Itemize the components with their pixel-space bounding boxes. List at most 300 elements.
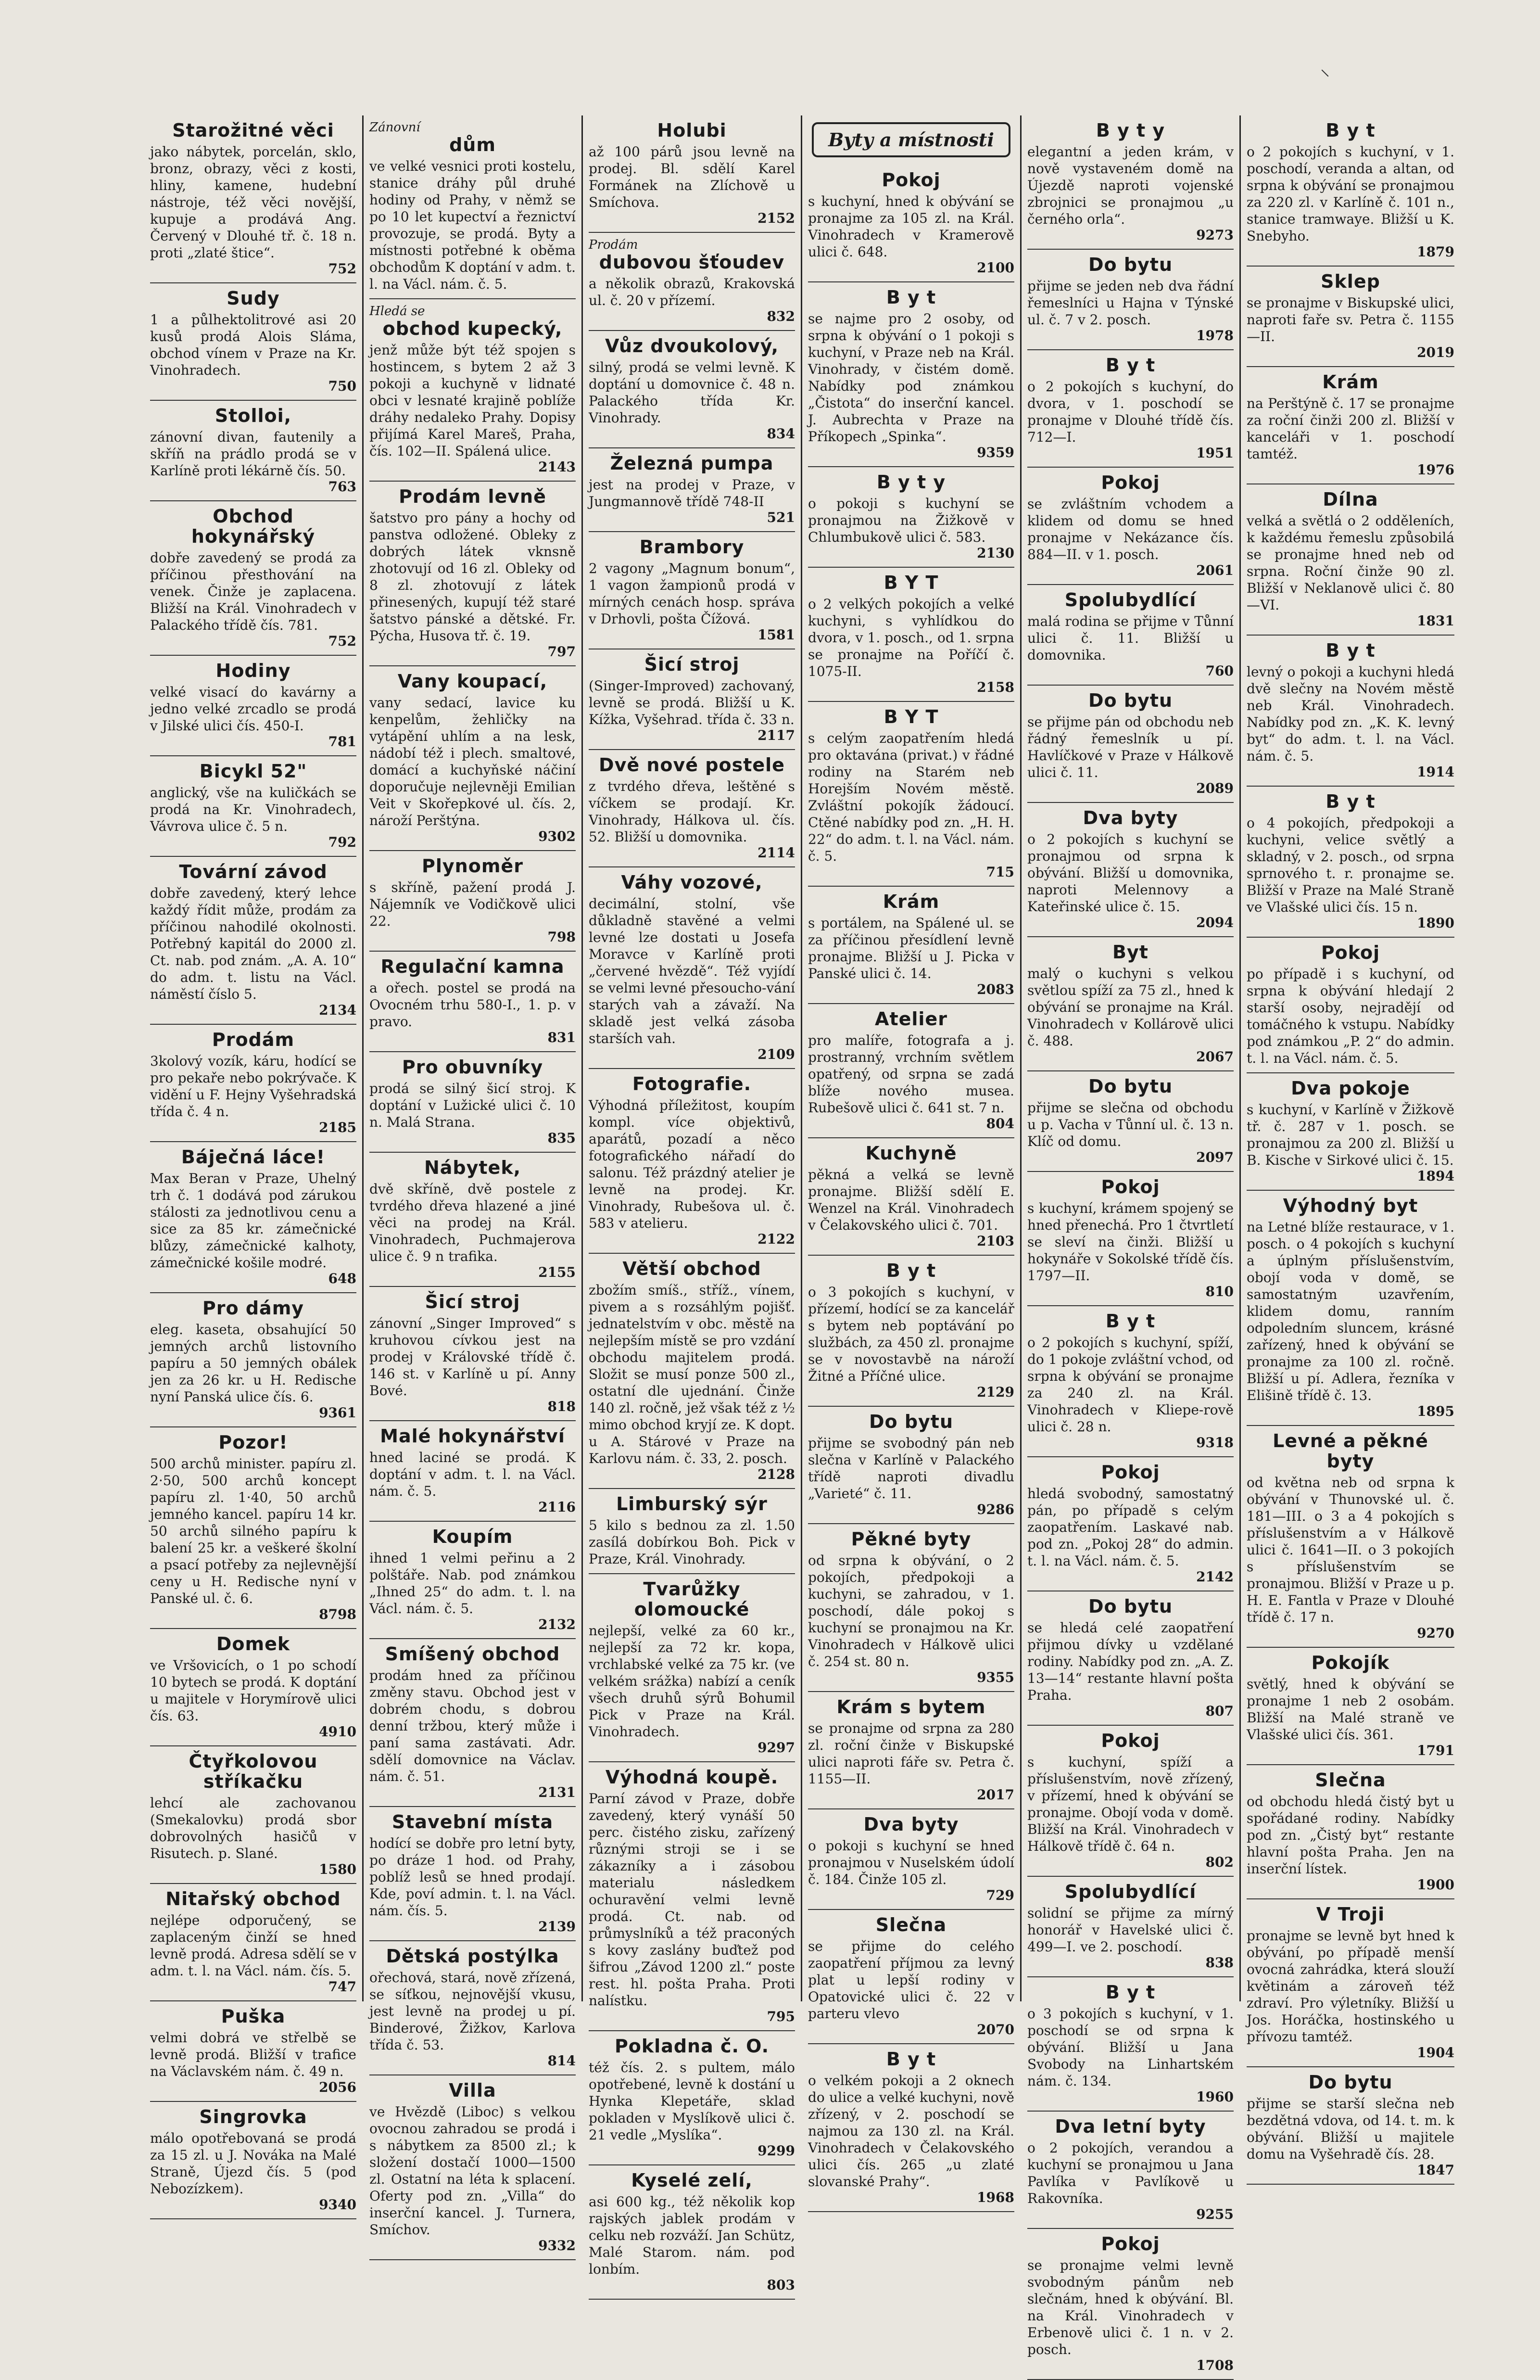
ad-number: 9273 [1196,227,1234,243]
classified-ad [369,482,576,666]
ad-body: se zvláštním vchodem a klidem od domu se hned pronajme v Nekázance čís. 884—II. v 1. posch. [1027,496,1234,562]
ad-number: 752 [328,261,356,277]
ad-number: 9340 [319,2197,356,2213]
classified-ad [369,299,576,482]
ad-body: malý o kuchyni s velkou světlou spíží za 75 zl., hned k obývání se pronajme na Král. Vinohradech v Kollárově ulici č. 488. [1027,966,1234,1049]
classified-ad [589,867,795,1069]
ad-body: lehcí ale zachovanou (Smekalovku) prodá sbor dobrovolných hasičů v Risutech. p. Slané. [150,1795,356,1861]
ad-body: nejlepší, velké za 60 kr., nejlepší za 72 kr. kopa, vrchlabské velké za 75 kr. (ve velkém srážka) nabízí a ceník všech druhů sýrů Bohumil Pick v Praze na Král. Vinohradech. [589,1623,795,1740]
classified-ad [1027,1977,1234,2112]
ad-title: Regulační kamna [380,956,565,977]
classified-ad [1247,1765,1454,1899]
ad-title: Pokoj [1321,942,1380,963]
classified-ad [150,2001,356,2102]
ad-title: Váhy vozové, [621,872,763,893]
ad-body: hledá svobodný, samostatný pán, po případě s celým zaopatřením. Laskavé nab. pod zn. „Pokoj 28“ do admin. t. l. na Václ. nám. č. 5. [1027,1486,1234,1569]
ad-number: 1895 [1417,1403,1454,1419]
ad-number: 2103 [977,1233,1014,1249]
ad-number: 2155 [538,1264,576,1280]
classified-ad [150,1884,356,2001]
ad-body: s kuchyní, krámem spojený se hned přenechá. Pro 1 čtvrtletí se sleví na činži. Bližší u hokynáře v Sokolské třídě čís. 1797—II. [1027,1200,1234,1284]
ad-number: 804 [986,1116,1014,1132]
classified-ad [808,1138,1014,1256]
ad-body: solidní se přijme za mírný honorář v Havelské ulici č. 499—I. ve 2. poschodí. [1027,1905,1234,1955]
classified-ad [1027,585,1234,686]
ad-body: nejlépe odporučený, se zaplaceným činží se hned levně prodá. Adresa sdělí se v adm. t. l. na Václ. nám. čís. 5. [150,1912,356,1979]
ad-title: Čtyřkolovou stříkačku [189,1751,318,1792]
ad-number: 752 [328,633,356,649]
classified-ad [369,851,576,952]
ad-body: s portálem, na Spálené ul. se za příčinou přesídlení levně pronajme. Bližší u J. Picka v Panské ulici č. 14. [808,915,1014,981]
ad-title: Pokojík [1311,1652,1390,1673]
classified-ad [369,1522,576,1639]
classified-ad [369,952,576,1052]
ad-body: ve Hvězdě (Liboc) s velkou ovocnou zahradou se prodá i s nábytkem za 8500 zl.; k složení dostačí 1000—1500 zl. Ostatní na léta k splacení. Oferty pod zn. „Villa“ do inserční kancel. J. Turnera, Smíchov. [369,2104,576,2238]
classified-ad [1027,1457,1234,1591]
classified-ad [589,1489,795,1574]
newspaper-page [144,115,1462,2373]
ad-number: 2019 [1417,344,1454,360]
classified-ad [1027,2229,1234,2380]
ad-number: 2129 [977,1384,1014,1400]
classified-ad [150,2102,356,2219]
ad-number: 648 [328,1271,356,1286]
ad-body: ve velké vesnici proti kostelu, stanice dráhy půl druhé hodiny od Prahy, v němž se po 10 let kupectví a řeznictví provozuje, se prodá. Byty a místnosti potřebné k oběma obchodům K doptání v adm. t. l. na Václ. nám. č. 5. [369,158,576,292]
ad-title: Dvě nové postele [599,754,785,776]
classified-ad [808,165,1014,282]
ad-title: Pokoj [882,169,941,191]
column-6 [1241,115,1460,2178]
ad-body: a několik obrazů, Krakovská ul. č. 20 v přízemí. [589,276,795,308]
section-heading: Byty a místnosti [812,122,1010,157]
ad-body: zbožím smíš., stříž., vínem, pivem a s rozsáhlým pojišť. jednatelstvím v obc. městě na nejlepším místě se pro vzdání obchodu majitelem prodá. Složit se musí ponze 500 zl., ostatní dle ujednání. Činže 140 zl. ročně, jež však též z ½ mimo obchod kryjí ze. K dopt. u A. Stárové v Praze na Karlovu nám. č. 33, 2. posch. [589,1282,795,1466]
classified-ad [1027,937,1234,1071]
ad-number: 2132 [538,1616,576,1632]
ad-number: 838 [1205,1955,1234,1971]
ad-body: 500 archů minister. papíru zl. 2·50, 500 archů koncept papíru zl. 1·40, 50 archů jemného kancel. papíru 14 kr. 50 archů silného papíru k balení 25 kr. a veškeré školní a psací potřeby za nejlevnější ceny u H. Redische nyní v Panské ul. č. 6. [150,1456,356,1606]
ad-number: 521 [767,509,795,525]
ad-body: jenž může být též spojen s hostincem, s bytem 2 až 3 pokoji a kuchyně v lidnaté obci v lesnaté krajině poblíže dráhy nedaleko Prahy. Dopisy přijímá Karel Mareš, Praha, čís. 102—II. Spálená ulice. [369,342,576,459]
classified-ad [808,702,1014,887]
ad-number: 835 [547,1130,576,1146]
classified-ad [1027,1071,1234,1172]
ad-title: Vůz dvoukolový, [605,335,779,356]
ad-number: 834 [767,426,795,442]
ad-number: 1890 [1417,915,1454,931]
ad-title: Dva byty [1083,807,1178,828]
classified-ad [589,115,795,233]
classified-ad [1027,1591,1234,1726]
ad-body: od srpna k obývání, o 2 pokojích, předpokoji a kuchyni, se zahradou, v 1. poschodí, dále pokoj s kuchyní se pronajmou na Kr. Vinohradech v Hálkově ulici č. 254 st. 80 n. [808,1553,1014,1669]
classified-ad [1247,1191,1454,1426]
ad-number: 2116 [538,1499,576,1515]
ad-body: dobře zavedený, který lehce každý řídit může, prodám za příčinou nahodilé okolnosti. Potřebný kapitál do 2000 zl. Ct. nab. pod znám. „A. A. 10“ do adm. t. listu na Václ. náměstí číslo 5. [150,885,356,1002]
ad-title: Do bytu [869,1411,954,1432]
ad-body: levný o pokoji a kuchyni hledá dvě slečny na Novém městě neb Král. Vinohradech. Nabídky pod zn. „K. K. levný byt“ do adm. t. l. na Václ. nám. č. 5. [1247,664,1454,764]
ad-title: Krám [1322,371,1379,393]
classified-ad [808,1256,1014,1407]
classified-ad [808,1407,1014,1524]
ad-title: Brambory [639,536,745,558]
ad-title: Holubi [657,120,727,141]
ad-title: dubovou šťoudev [599,252,785,273]
classified-ad [1247,1899,1454,2067]
ad-number: 2122 [757,1231,795,1247]
ad-title: Puška [221,2006,286,2027]
ad-number: 2139 [538,1919,576,1935]
ad-title: Do bytu [1088,254,1173,275]
ad-body: o 2 pokojích s kuchyní, spíží, do 1 pokoje zvláštní vchod, od srpna k obývání se pronajme za 240 zl. na Král. Vinohradech v Kliepe-rově ulici č. 28 n. [1027,1335,1234,1435]
classified-ad [150,857,356,1025]
ad-body: hned laciné se prodá. K doptání v adm. t. l. na Václ. nám. č. 5. [369,1450,576,1499]
ad-number: 715 [986,864,1014,880]
ad-title: B y t y [1096,120,1165,141]
classified-ad [369,1807,576,1941]
ad-number: 9332 [538,2238,576,2253]
ad-number: 747 [328,1979,356,1995]
classified-ad [1247,787,1454,938]
classified-ad [150,1629,356,1746]
ad-body: 3kolový vozík, káru, hodící se pro pekaře nebo pokrývače. K vidění u F. Hejny Vyšehradská třída č. 4 n. [150,1053,356,1120]
ad-body: silný, prodá se velmi levně. K doptání u domovnice č. 48 n. Palackého třída Kr. Vinohrady. [589,359,795,426]
ad-title: Krám s bytem [836,1696,986,1718]
ad-number: 9302 [538,828,576,844]
ad-body: pro malíře, fotografa a j. prostranný, vrchním světlem opatřený, od srpna se zadá blíže nového musea. Rubešově ulici č. 641 st. 7 n. [808,1032,1014,1116]
ad-body: přijme se jeden neb dva řádní řemeslníci u Hajna v Týnské ul. č. 7 v 2. posch. [1027,278,1234,328]
ad-number: 2089 [1196,780,1234,796]
ad-title: Hodiny [215,660,291,681]
ad-title: Dětská postýlka [386,1946,559,1967]
ad-body: s skříně, pažení prodá J. Nájemník ve Vodičkově ulici 22. [369,879,576,929]
classified-ad [1247,636,1454,787]
column-5 [1022,115,1241,2373]
ad-number: 2070 [977,2022,1014,2037]
ad-number: 1900 [1417,1877,1454,1893]
ad-title: Slečna [875,1914,947,1935]
ad-title: Domek [216,1633,290,1655]
classified-ad [808,2044,1014,2212]
ad-body: též čís. 2. s pultem, málo opotřebené, levně k dostání u Hynka Klepetáře, sklad pokladen v Myslíkově ulici č. 21 vedle „Myslíka“. [589,2060,795,2143]
ad-body: o 3 pokojích s kuchyní, v přízemí, hodící se za kancelář s bytem neb poptávání po službách, za 450 zl. pronajme se v novostavbě na nároží Žitné a Příčné ulice. [808,1284,1014,1384]
ad-body: se přijme do celého zaopatření příjmou za levný plat u lepší rodiny v Opatovické ulici č. 22 v parteru vlevo [808,1938,1014,2022]
ad-title: Atelier [875,1008,947,1030]
ad-number: 832 [767,308,795,324]
classified-ad [1027,1172,1234,1306]
ad-pretitle: Hledá se [369,304,425,318]
ad-title: Prodám [212,1029,295,1050]
ad-title: B y t [1105,1311,1156,1332]
ad-number: 2130 [977,545,1014,561]
ad-title: Limburský sýr [616,1493,768,1515]
ad-title: Nitařský obchod [165,1888,341,1909]
ad-body: od května neb od srpna k obývání v Thunovské ul. č. 181—III. o 3 a 4 pokojích s příslušenstvím a v Hálkově ulici č. 1641—II. o 3 pokojích s příslušenstvím se pronajmou. Bližší v Praze u p. H. E. Fantla v Praze v Dlouhé třídě č. 17 n. [1247,1475,1454,1625]
ad-body: Max Beran v Praze, Uhelný trh č. 1 dodává pod zárukou stálosti za jednotlivou cenu a sice za 85 kr. zámečnické blůzy, zámečnické kalhoty, zámečnické košile modré. [150,1171,356,1271]
classified-ad [589,448,795,532]
ad-body: s celým zaopatřením hledá pro oktavána (privat.) v řádné rodiny na Starém neb Horejším Novém městě. Zvláštní pokojík žádoucí. Ctěné nabídky pod zn. „H. H. 22“ do adm. t. l. na Václ. nám. č. 5. [808,730,1014,864]
ad-number: 9318 [1196,1435,1234,1451]
classified-ad [1247,938,1454,1073]
ad-number: 831 [547,1030,576,1045]
ad-body: se pronajme v Biskupské ulici, naproti faře sv. Petra č. 1155—II. [1247,295,1454,344]
ad-number: 1581 [757,627,795,643]
ad-title: Stolloi, [215,405,292,426]
ad-title: Pěkné byty [851,1528,972,1550]
ad-title: Pro obuvníky [402,1056,543,1078]
ad-title: dům [449,134,496,155]
ad-body: se pronajme velmi levně svobodným pánům neb slečnám, hned k obývání. Bl. na Král. Vinohradech v Erbenově ulici č. 1 n. v 2. posch. [1027,2257,1234,2357]
classified-ad [150,115,356,283]
ad-body: přijme se slečna od obchodu u p. Vacha v Tůnní ul. č. 13 n. Klíč od domu. [1027,1100,1234,1149]
ad-body: prodám hned za příčinou změny stavu. Obchod jest v dobrém chodu, s dobrou denní tržbou, který může i paní sama zastávati. Adr. sdělí domovnice na Václav. nám. č. 51. [369,1667,576,1784]
ad-number: 2017 [977,1787,1014,1803]
ad-number: 729 [986,1887,1014,1903]
column-3 [583,115,802,2293]
classified-ad [369,1287,576,1421]
ad-body: o pokoji s kuchyní se pronajmou na Žižkově v Chlumbukově ulici č. 583. [808,496,1014,545]
ad-number: 2061 [1196,562,1234,578]
classified-ad [150,756,356,857]
ad-body: o 2 pokojích, verandou a kuchyní se pronajmou u Jana Pavlíka v Pavlíkově u Rakovníka. [1027,2140,1234,2206]
ad-title: Koupím [432,1526,513,1547]
column-2 [364,115,583,2253]
ad-body: přijme se starší slečna neb bezdětná vdova, od 14. t. m. k obývání. Bližší u majitele domu na Vyšehradě čís. 28. [1247,2096,1454,2162]
classified-ad [808,282,1014,467]
ad-number: 1960 [1196,2089,1234,2105]
ad-title: B y t [886,1260,936,1281]
column-4 [802,115,1022,2205]
classified-ad [369,1153,576,1287]
ad-title: Pozor! [218,1432,288,1453]
classified-ad [1247,2067,1454,2185]
ad-title: Obchod hokynářský [191,506,316,547]
ad-number: 2056 [319,2079,356,2095]
ad-body: velké visací do kavárny a jedno velké zrcadlo se prodá v Jilské ulici čís. 450-I. [150,684,356,734]
classified-ad [589,1254,795,1489]
ad-number: 781 [328,734,356,750]
ad-number: 1831 [1417,613,1454,629]
ad-number: 8798 [319,1606,356,1622]
ad-body: dvě skříně, dvě postele z tvrdého dřeva hlazené a jiné věci na prodej na Král. Vinohradech, Puchmajerova ulice č. 9 n trafika. [369,1181,576,1264]
ad-title: Fotografie. [632,1073,752,1095]
classified-ad [589,649,795,750]
ad-number: 2094 [1196,915,1234,930]
ad-title: Nábytek, [424,1157,521,1178]
ad-title: Spolubydlící [1064,589,1197,611]
ad-title: V Troji [1316,1904,1385,1925]
classified-ad [150,1025,356,1142]
ad-title: obchod kupecký, [382,318,563,339]
ad-body: decimální, stolní, vše důkladně stavěné a velmi levné lze dostati u Josefa Moravce v Karlíně proti „červené hvězdě“. Též vyjídí se velmi levné přesoucho-vání starých vah a závaží. Na skladě jest velká zásoba starších vah. [589,896,795,1046]
ad-title: Spolubydlící [1064,1881,1197,1902]
ad-body: hodící se dobře pro letní byty, po dráze 1 hod. od Prahy, poblíž lesů se hned prodají. Kde, poví admin. t. l. na Václ. nám. čís. 5. [369,1835,576,1919]
ad-title: Do bytu [1088,1076,1173,1097]
classified-ad [369,2075,576,2260]
classified-ad [1027,115,1234,250]
ad-title: Plynoměr [422,855,523,877]
ad-number: 792 [328,834,356,850]
classified-ad [369,666,576,851]
ad-number: 9270 [1417,1625,1454,1641]
ad-body: ořechová, stará, nově zřízená, se síťkou, nejnovější vkusu, jest levně na prodej u pí. Binderové, Žižkov, Karlova třída č. 53. [369,1970,576,2053]
classified-ad [589,233,795,331]
ad-number: 807 [1205,1703,1234,1719]
ad-number: 2158 [977,679,1014,695]
ad-body: se hledá celé zaopatření přijmou dívky u vzdělané rodiny. Nabídky pod zn. „A. Z. 13—14“ restante hlavní pošta Praha. [1027,1620,1234,1703]
classified-ad [1247,115,1454,267]
classified-ad [1027,1877,1234,1977]
ad-title: Do bytu [1088,1596,1173,1617]
ad-title: Starožitné věci [172,120,334,141]
classified-ad [1027,250,1234,350]
classified-ad [808,1910,1014,2044]
ad-title: Kuchyně [865,1143,957,1164]
ad-body: na Perštýně č. 17 se pronajme za roční činži 200 zl. Bližší v kanceláři v 1. poschodí tamtéž. [1247,395,1454,462]
ad-body: jest na prodej v Praze, v Jungmannově třídě 748-II [589,477,795,509]
classified-ad [150,656,356,756]
ad-body: anglický, vše na kuličkách se prodá na Kr. Vinohradech, Vávrova ulice č. 5 n. [150,785,356,834]
ad-body: o 2 pokojích s kuchyní, do dvora, v 1. poschodí se pronajme v Dlouhé třídě čís. 712—I. [1027,379,1234,445]
ad-body: velmi dobrá ve střelbě se levně prodá. Bližší v trafice na Václavském nám. č. 49 n. [150,2030,356,2079]
ad-body: málo opotřebovaná se prodá za 15 zl. u J. Nováka na Malé Straně, Újezd čís. 5 (pod Nebozízkem). [150,2130,356,2197]
ad-body: asi 600 kg., též několik kop rajských jablek prodám v celku neb rozváží. Jan Schütz, Malé Starom. nám. pod lonbím. [589,2194,795,2277]
ad-number: 814 [547,2053,576,2069]
ad-number: 802 [1205,1854,1234,1870]
ad-number: 1968 [977,2189,1014,2205]
ad-number: 1951 [1196,445,1234,461]
classified-ad [150,283,356,401]
ad-title: B y t [886,2049,936,2070]
ad-number: 2131 [538,1784,576,1800]
corner-mark: ⸌ [1320,66,1330,88]
ad-title: Šicí stroj [425,1291,520,1312]
ad-number: 4910 [319,1724,356,1740]
ad-title: Pokoj [1101,1730,1160,1751]
ad-pretitle: Zánovní [369,120,420,135]
ad-title: Singrovka [199,2106,307,2127]
classified-ad [589,750,795,867]
ad-title: Šicí stroj [644,654,740,675]
ad-number: 2109 [757,1046,795,1062]
ad-title: Železná pumpa [610,453,774,474]
classified-ad [369,1421,576,1522]
ad-title: Stavební místa [391,1811,554,1833]
classified-ad [150,1427,356,1629]
ad-body: se přijme pán od obchodu neb řádný řemeslník u pí. Havlíčkové v Praze v Hálkově ulici č. 11. [1027,714,1234,780]
ad-body: až 100 párů jsou levně na prodej. Bl. sdělí Karel Formánek na Zlíchově u Smíchova. [589,144,795,210]
ad-number: 810 [1205,1284,1234,1299]
ad-title: Dva byty [863,1814,959,1835]
ad-title: Sklep [1321,271,1380,292]
ad-title: Do bytu [1308,2072,1393,2093]
ad-title: Krám [883,891,940,912]
ad-body: se najme pro 2 osoby, od srpna k obývání o 1 pokoji s kuchyní, v Praze neb na Král. Vinohrady, v čistém domě. Nabídky pod známkou „Čistota“ do inserční kancel. J. Aubrechta v Praze na Příkopech „Spinka“. [808,311,1014,445]
ad-body: o 2 velkých pokojích a velké kuchyni, s vyhlídkou do dvora, v 1. posch., od 1. srpna se pronajme na Poříčí č. 1075-II. [808,596,1014,679]
ad-number: 798 [547,929,576,945]
ad-title: Sudy [227,288,280,309]
classified-ad [1027,803,1234,937]
ad-body: o 4 pokojích, předpokoji a kuchyni, velice světlý a skladný, v 2. posch., od srpna sprnového t. r. pronajme se. Bližší v Praze na Malé Straně ve Vlašské ulici čís. 15 n. [1247,815,1454,915]
ad-body: jako nábytek, porcelán, sklo, bronz, obrazy, věci z kosti, hliny, kamene, hudební nástroje, též věci novější, kupuje a prodává Ang. Červený v Dlouhé tř. č. 18 n. proti „zlaté štice“. [150,144,356,261]
ad-title: Větší obchod [622,1258,761,1279]
ad-number: 803 [767,2277,795,2293]
ad-title: Pokoj [1101,1462,1160,1483]
ad-number: 2143 [538,459,576,475]
ad-title: Výhodná koupě. [605,1767,779,1788]
ad-body: s kuchyní, spíží a příslušenstvím, nově zřízený, v přízemí, hned k obývání se pronajme. Obojí voda v domě. Bližší na Král. Vinohradech v Hálkově třídě č. 64 n. [1027,1754,1234,1854]
classified-ad [369,1052,576,1153]
ad-title: Vany koupací, [397,671,548,692]
classified-ad [589,1069,795,1254]
classified-ad [150,1142,356,1293]
ad-body: s kuchyní, v Karlíně v Žižkově tř. č. 287 v 1. posch. se pronajmou za 200 zl. Bližší u B. Kische v Sirkové ulici č. 15. [1247,1102,1454,1168]
ad-number: 1978 [1196,328,1234,344]
ad-body: se pronajme od srpna za 280 zl. roční činže v Biskupské ulici naproti fáře sv. Petra č. 1155—II. [808,1720,1014,1787]
ad-number: 1976 [1417,462,1454,478]
classified-ad [1027,468,1234,585]
ad-title: Tovární závod [179,861,328,882]
ad-body: Výhodná příležitost, koupím kompl. více objektivů, aparátů, pozadí a něco fotografického nářadí do salonu. Též prázdný atelier je levně na prodej. Kr. Vinohrady, Rubešova ul. č. 583 v atelieru. [589,1097,795,1231]
ad-number: 763 [328,479,356,495]
ad-body: pěkná a velká se levně pronajme. Bližší sdělí E. Wenzel na Král. Vinohradech v Čelakovského ulici č. 701. [808,1167,1014,1233]
ad-title: B Y T [884,706,939,727]
ad-title: B Y T [884,572,939,593]
ad-title: Pokoj [1101,2233,1160,2254]
classified-ad [589,2165,795,2300]
ad-title: Slečna [1315,1769,1386,1791]
ad-title: B y t [1105,1982,1156,2003]
ad-number: 9361 [319,1405,356,1421]
ad-number: 2185 [319,1120,356,1135]
ad-title: Do bytu [1088,690,1173,711]
ad-number: 1791 [1417,1743,1454,1758]
classified-ad [808,1004,1014,1138]
classified-ad [808,1809,1014,1910]
ad-title: Byt [1112,942,1149,963]
ad-number: 2117 [757,727,795,743]
classified-ad [369,1639,576,1807]
ad-body: o 2 pokojích s kuchyní, v 1. poschodí, veranda a altan, od srpna k obývání se pronajmou za 220 zl. v Karlíně č. 101 n., stanice tramwaye. Bližší u K. Snebyho. [1247,144,1454,244]
ad-number: 9299 [757,2143,795,2159]
ad-title: B y t [1105,355,1156,376]
ad-number: 9359 [977,445,1014,460]
classified-ad [150,501,356,656]
ad-number: 2067 [1196,1049,1234,1065]
ad-title: Levné a pěkné byty [1273,1430,1428,1472]
ad-title: Pokoj [1101,472,1160,493]
ad-number: 1879 [1417,244,1454,260]
classified-ad [589,1762,795,2031]
ad-title: B y t [1325,791,1376,812]
classified-ad [808,568,1014,702]
ad-body: o 3 pokojích s kuchyní, v 1. poschodí se od srpna k obývání. Bližší u Jana Svobody na Linhartském nám. č. 134. [1027,2006,1234,2089]
classified-ad [150,1746,356,1884]
classified-ad [369,115,576,299]
ad-body: malá rodina se přijme v Tůnní ulici č. 11. Bližší u domovnika. [1027,613,1234,663]
ad-title: Tvarůžky olomoucké [634,1578,750,1620]
classified-ad [808,1524,1014,1692]
ad-number: 9255 [1196,2206,1234,2222]
ad-body: s kuchyní, hned k obývání se pronajme za 105 zl. na Král. Vinohradech v Kramerově ulici č. 648. [808,193,1014,260]
classified-ad [1027,1306,1234,1457]
ad-number: 2134 [319,1002,356,1018]
classified-ad [589,331,795,448]
classified-ad [1247,484,1454,636]
column-1 [144,115,364,2213]
ad-body: dobře zavedený se prodá za příčinou přesthování na venek. Činže je zaplacena. Bližší na Král. Vinohradech v Palackého třídě čís. 781. [150,550,356,633]
classified-ad [369,1941,576,2075]
classified-ad [1247,1648,1454,1765]
ad-title: B y t [1325,640,1376,661]
